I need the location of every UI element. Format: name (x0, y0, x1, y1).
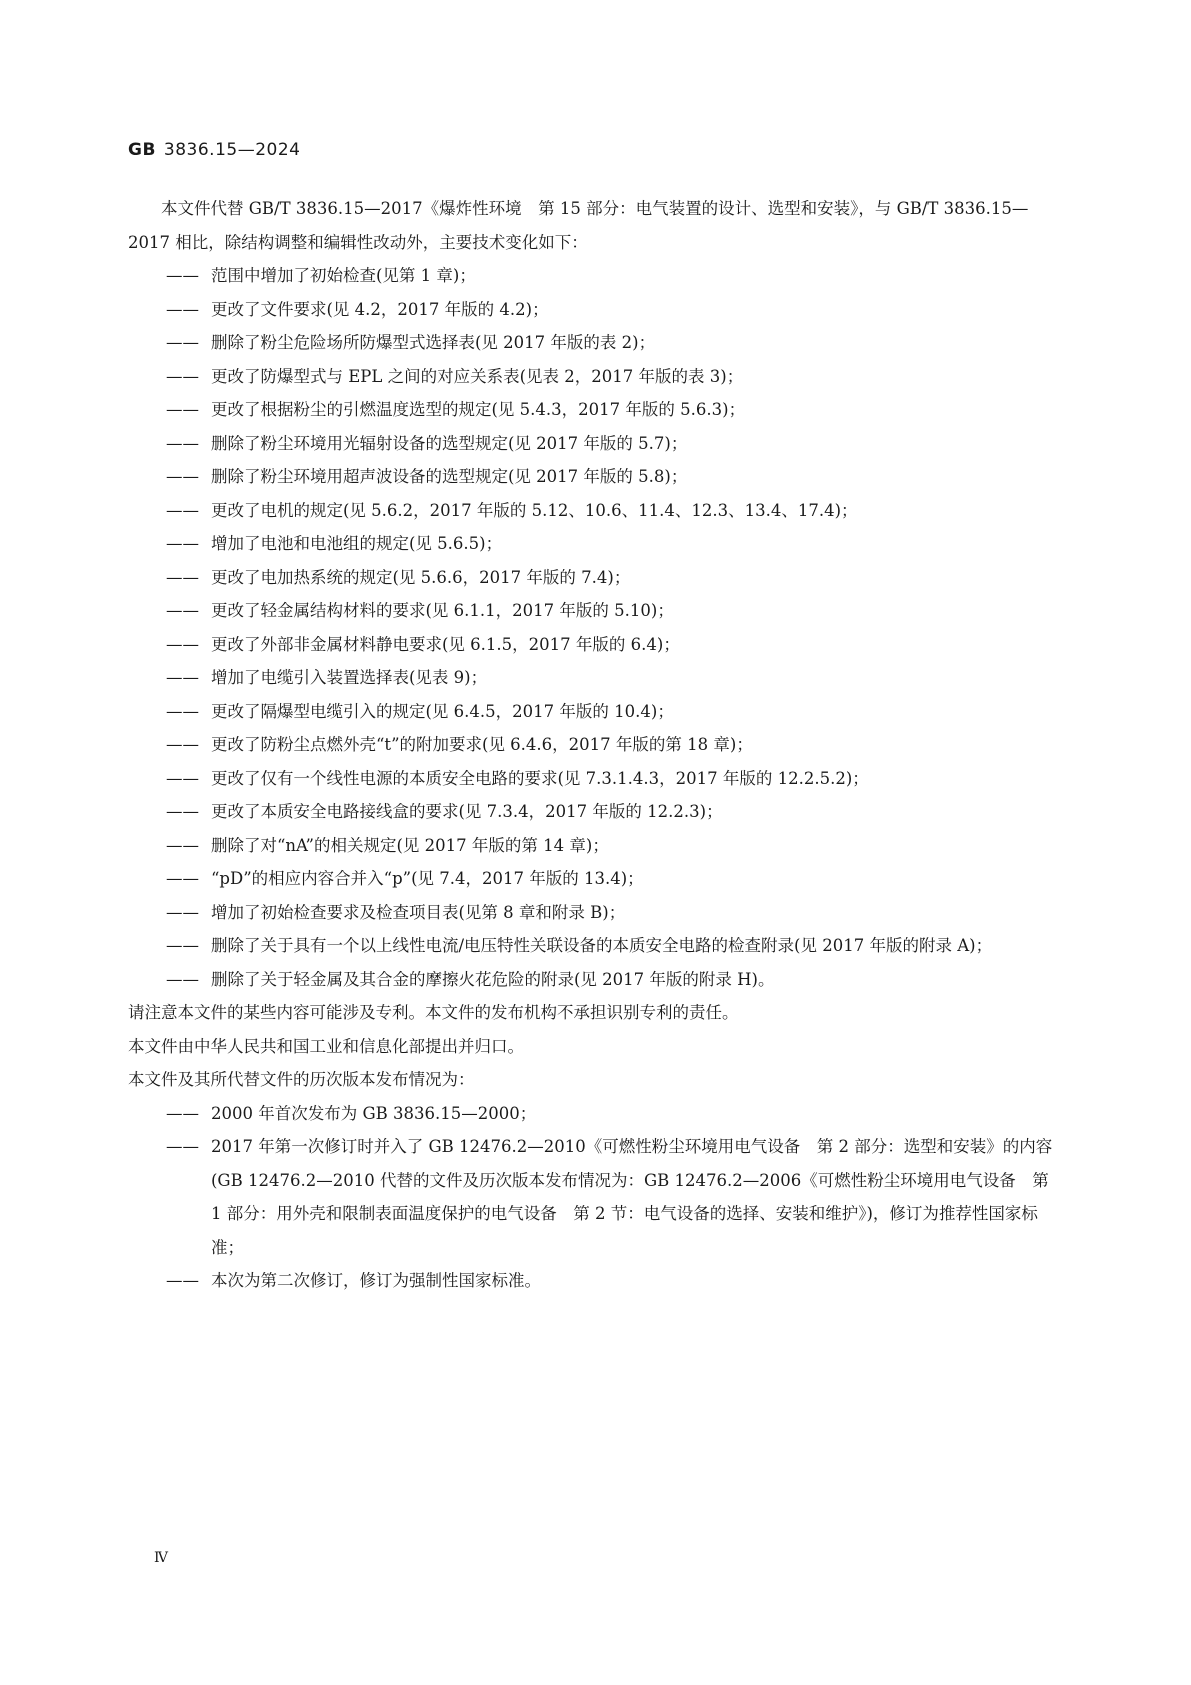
list-item: —— 删除了粉尘环境用超声波设备的选型规定(见 2017 年版的 5.8)； (166, 467, 688, 486)
list-item: —— 删除了关于轻金属及其合金的摩擦火花危险的附录(见 2017 年版的附录 H)。 (166, 969, 775, 989)
list-item: —— 更改了电加热系统的规定(见 5.6.6，2017 年版的 7.4)； (166, 567, 631, 587)
standard-prefix: GB (128, 140, 156, 160)
proposer-note: 本文件由中华人民共和国工业和信息化部提出并归口。 (128, 1036, 524, 1056)
history-intro: 本文件及其所代替文件的历次版本发布情况为： (128, 1070, 475, 1089)
foreword-body (128, 192, 1058, 1298)
list-item: —— 增加了电缆引入装置选择表(见表 9)； (166, 668, 488, 687)
list-item: —— 删除了粉尘危险场所防爆型式选择表(见 2017 年版的表 2)； (166, 333, 656, 352)
list-item: —— 更改了隔爆型电缆引入的规定(见 6.4.5，2017 年版的 10.4)； (166, 701, 674, 721)
list-item: —— 更改了防粉尘点燃外壳“t”的附加要求(见 6.4.6，2017 年版的第 18 章)； (166, 735, 753, 754)
list-item: —— 范围中增加了初始检查(见第 1 章)； (166, 266, 476, 285)
list-item: —— 更改了轻金属结构材料的要求(见 6.1.1，2017 年版的 5.10)； (166, 601, 674, 620)
list-item: —— 2017 年第一次修订时并入了 GB 12476.2—2010《可燃性粉尘环境用电气设备 第 2 部分：选型和安装》的内容(GB 12476.2—2010 代替的文件及历次版本发布情况为：GB 12476.2—2006《可燃性粉尘环境用电气设备 第 1 部分：用外壳和限制表面温度保护的电气设备 第 2 节：电气设备的选择、安装和维护》)，修订为推荐性国家标准； (166, 1137, 1053, 1257)
changes-list (128, 259, 1058, 996)
patent-note: 请注意本文件的某些内容可能涉及专利。本文件的发布机构不承担识别专利的责任。 (128, 1003, 739, 1022)
list-item: —— 更改了根据粉尘的引燃温度选型的规定(见 5.4.3，2017 年版的 5.6.3)； (166, 400, 746, 419)
list-item: —— 更改了文件要求(见 4.2，2017 年版的 4.2)； (166, 299, 549, 319)
list-item: —— 删除了关于具有一个以上线性电流/电压特性关联设备的本质安全电路的检查附录(见 2017 年版的附录 A)； (166, 936, 993, 955)
list-item: —— 删除了对“nA”的相关规定(见 2017 年版的第 14 章)； (166, 835, 609, 855)
list-item: —— 增加了初始检查要求及检查项目表(见第 8 章和附录 B)； (166, 902, 626, 922)
history-list (128, 1097, 1058, 1298)
list-item: —— 增加了电池和电池组的规定(见 5.6.5)； (166, 534, 503, 553)
list-item: —— 更改了防爆型式与 EPL 之间的对应关系表(见表 2，2017 年版的表 3)； (166, 366, 744, 386)
list-item: —— 更改了仅有一个线性电源的本质安全电路的要求(见 7.3.1.4.3，2017 年版的 12.2.5.2)； (166, 768, 869, 788)
list-item: —— 更改了本质安全电路接线盒的要求(见 7.3.4，2017 年版的 12.2.3)； (166, 802, 723, 821)
list-item: —— 2000 年首次发布为 GB 3836.15—2000； (166, 1103, 537, 1123)
list-item: —— 删除了粉尘环境用光辐射设备的选型规定(见 2017 年版的 5.7)； (166, 433, 688, 453)
document-header (128, 140, 301, 160)
list-item: —— 更改了外部非金属材料静电要求(见 6.1.5，2017 年版的 6.4)； (166, 634, 680, 654)
standard-number: 3836.15—2024 (163, 140, 301, 160)
page-number: Ⅳ (154, 1550, 168, 1566)
list-item: —— 更改了电机的规定(见 5.6.2，2017 年版的 5.12、10.6、11.4、12.3、13.4、17.4)； (166, 500, 858, 520)
list-item: —— “pD”的相应内容合并入“p”(见 7.4，2017 年版的 13.4)； (166, 869, 644, 888)
intro-paragraph: 本文件代替 GB/T 3836.15—2017《爆炸性环境 第 15 部分：电气装置的设计、选型和安装》，与 GB/T 3836.15—2017 相比，除结构调整和编辑性改动外，主要技术变化如下： (128, 199, 1029, 252)
list-item: —— 本次为第二次修订，修订为强制性国家标准。 (166, 1271, 541, 1290)
